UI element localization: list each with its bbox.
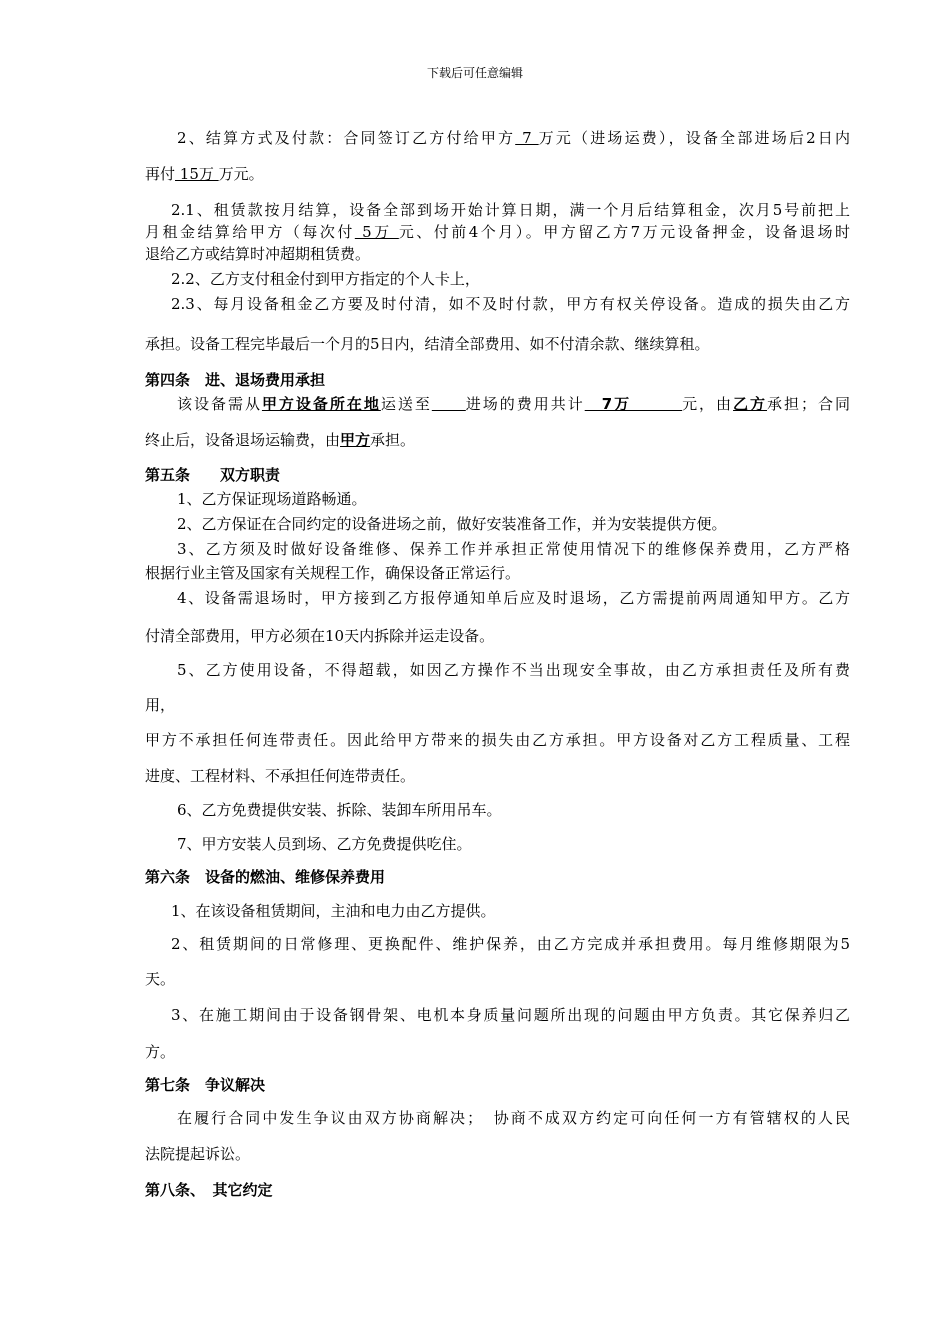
- clause-6-3: 3、在施工期间由于设备钢骨架、电机本身质量问题所出现的问题由甲方负责。其它保养归乙: [171, 1006, 850, 1024]
- paragraph-line: 天。: [145, 970, 176, 988]
- paragraph-line: 进度、工程材料、不承担任何连带责任。: [145, 767, 416, 785]
- section-heading-7: 第七条 争议解决: [145, 1076, 266, 1094]
- clause-5-1: 1、乙方保证现场道路畅通。: [177, 490, 367, 508]
- section-heading-5: 第五条 双方职责: [145, 466, 281, 484]
- clause-5-6: 6、乙方免费提供安装、拆除、装卸车所用吊车。: [177, 801, 502, 819]
- clause-6-2: 2、租赁期间的日常修理、更换配件、维护保养，由乙方完成并承担费用。每月维修期限为5: [171, 935, 850, 953]
- paragraph-2-1: 2.1、租赁款按月结算，设备全部到场开始计算日期，满一个月后结算租金，次月5号前把上: [171, 201, 850, 219]
- party-underline: 乙方: [733, 395, 768, 413]
- paragraph-line: 退给乙方或结算时冲超期租赁费。: [145, 245, 371, 263]
- paragraph-line: 终止后，设备退场运输费，由甲方承担。: [145, 431, 416, 449]
- paragraph-line: 月租金结算给甲方（每次付 5万 元、付前4个月）。甲方留乙方7万元设备押金，设备退场时: [145, 223, 850, 241]
- paragraph-2-2: 2.2、乙方支付租金付到甲方指定的个人卡上，: [171, 270, 480, 288]
- paragraph-line: 根据行业主管及国家有关规程工作，确保设备正常运行。: [145, 564, 521, 582]
- amount-underline: 7万: [584, 395, 683, 413]
- location-underline: 甲方设备所在地: [261, 395, 381, 413]
- paragraph-line: 甲方不承担任何连带责任。因此给甲方带来的损失由乙方承担。甲方设备对乙方工程质量、工程: [145, 731, 850, 749]
- clause-6-1: 1、在该设备租赁期间，主油和电力由乙方提供。: [171, 902, 496, 920]
- paragraph-transport: 该设备需从甲方设备所在地运送至 进场的费用共计 7万 元，由乙方承担；合同: [177, 395, 850, 413]
- clause-5-2: 2、乙方保证在合同约定的设备进场之前，做好安装准备工作，并为安装提供方便。: [177, 515, 727, 533]
- paragraph-line: 法院提起诉讼。: [145, 1145, 251, 1163]
- paragraph-line: 用，: [145, 696, 176, 714]
- paragraph-2-3: 2.3、每月设备租金乙方要及时付清，如不及时付款，甲方有权关停设备。造成的损失由乙方: [171, 295, 850, 313]
- party-underline: 甲方: [340, 431, 371, 449]
- amount-underline: 5万: [354, 223, 399, 241]
- page-header: 下载后可任意编辑: [426, 66, 523, 80]
- paragraph-line: 付清全部费用，甲方必须在10天内拆除并运走设备。: [145, 627, 495, 645]
- section-heading-4: 第四条 进、退场费用承担: [145, 371, 326, 389]
- section-heading-8: 第八条、 其它约定: [145, 1181, 273, 1199]
- paragraph-line: 承担。设备工程完毕最后一个月的5日内，结清全部费用、如不付清余款、继续算租。: [145, 335, 710, 353]
- clause-5-4: 4、设备需退场时，甲方接到乙方报停通知单后应及时退场，乙方需提前两周通知甲方。乙方: [177, 589, 850, 607]
- clause-5-7: 7、甲方安装人员到场、乙方免费提供吃住。: [177, 835, 472, 853]
- blank-underline: [432, 395, 466, 413]
- amount-underline: 7: [515, 129, 539, 147]
- section-heading-6: 第六条 设备的燃油、维修保养费用: [145, 868, 386, 886]
- paragraph-settlement: 2、结算方式及付款：合同签订乙方付给甲方 7 万元（进场运费），设备全部进场后2日内: [177, 129, 850, 147]
- paragraph-line: 方。: [145, 1043, 176, 1061]
- clause-5-5: 5、乙方使用设备，不得超载，如因乙方操作不当出现安全事故，由乙方承担责任及所有费: [177, 661, 850, 679]
- clause-5-3: 3、乙方须及时做好设备维修、保养工作并承担正常使用情况下的维修保养费用，乙方严格: [177, 540, 850, 558]
- paragraph-line: 再付 15万 万元。: [145, 165, 264, 183]
- clause-7: 在履行合同中发生争议由双方协商解决； 协商不成双方约定可向任何一方有管辖权的人民: [177, 1109, 850, 1127]
- amount-underline: 15万: [175, 165, 219, 183]
